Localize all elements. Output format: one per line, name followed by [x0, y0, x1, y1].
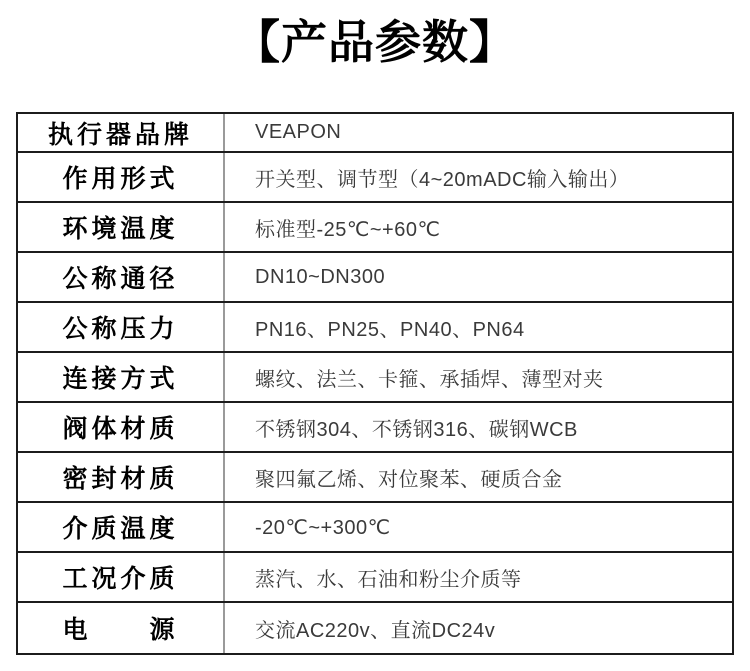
row-label: 阀体材质	[18, 403, 225, 451]
row-label: 执行器品牌	[18, 114, 225, 151]
table-row	[18, 603, 732, 653]
table-row	[18, 253, 732, 303]
row-label: 公称压力	[18, 303, 225, 351]
table-row	[18, 553, 732, 603]
row-label: 环境温度	[18, 203, 225, 251]
row-value: 聚四氟乙烯、对位聚苯、硬质合金	[255, 468, 563, 491]
row-label: 电 源	[18, 603, 225, 653]
row-value: 螺纹、法兰、卡箍、承插焊、薄型对夹	[255, 368, 604, 391]
spec-table	[16, 112, 734, 655]
row-label: 介质温度	[18, 503, 225, 551]
row-value: VEAPON	[255, 121, 342, 143]
table-row	[18, 203, 732, 253]
row-value: 开关型、调节型（4~20mADC输入输出）	[255, 168, 630, 191]
table-row	[18, 403, 732, 453]
page-title: 【产品参数】	[234, 16, 516, 68]
table-row	[18, 153, 732, 203]
row-value: 不锈钢304、不锈钢316、碳钢WCB	[255, 418, 578, 441]
row-value: 蒸汽、水、石油和粉尘介质等	[255, 568, 522, 591]
row-value: -20℃~+300℃	[255, 516, 391, 539]
table-row	[18, 353, 732, 403]
table-row	[18, 503, 732, 553]
row-label: 作用形式	[18, 153, 225, 201]
row-label: 工况介质	[18, 553, 225, 601]
table-row	[18, 453, 732, 503]
row-value: PN16、PN25、PN40、PN64	[255, 318, 525, 341]
table-row	[18, 303, 732, 353]
row-value: 标准型-25℃~+60℃	[255, 218, 441, 241]
row-label: 连接方式	[18, 353, 225, 401]
row-value: 交流AC220v、直流DC24v	[255, 619, 496, 642]
row-label: 公称通径	[18, 253, 225, 301]
table-row	[18, 114, 732, 153]
row-value: DN10~DN300	[255, 265, 386, 288]
row-label: 密封材质	[18, 453, 225, 501]
